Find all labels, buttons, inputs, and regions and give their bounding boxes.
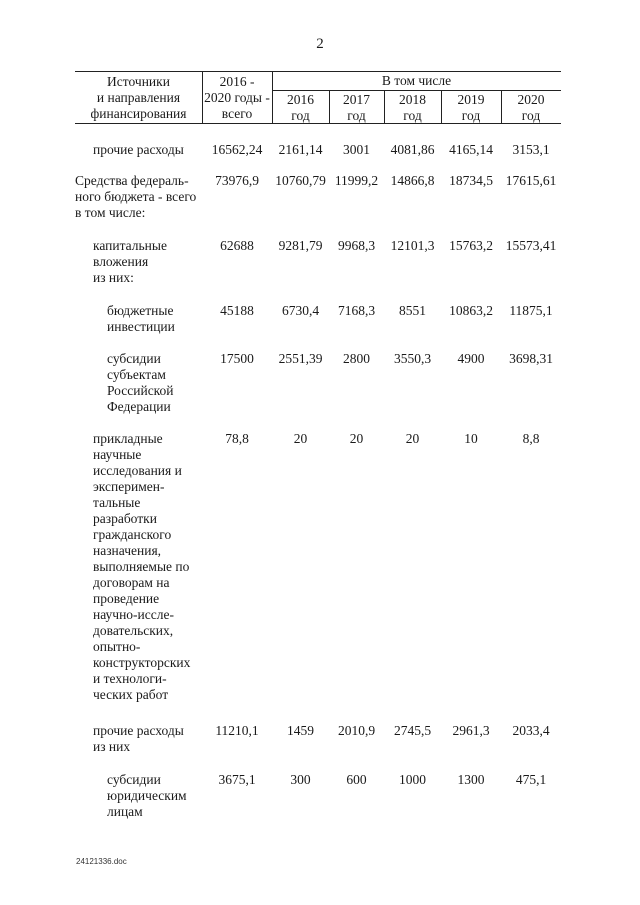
row-2018: 20 xyxy=(405,431,420,446)
row-2017: 600 xyxy=(346,772,367,787)
row-2017: 7168,3 xyxy=(337,303,376,318)
row-2016: 9281,79 xyxy=(278,238,323,253)
row-2019: 18734,5 xyxy=(449,173,493,188)
row-2017: 2800 xyxy=(343,351,370,366)
row-2018: 14866,8 xyxy=(390,173,435,188)
row-2018: 2745,5 xyxy=(393,723,432,738)
row-total: 11210,1 xyxy=(215,723,259,738)
row-2018: 3550,3 xyxy=(393,351,432,366)
row-label: прочие расходы xyxy=(93,142,184,157)
row-label: прочие расходы из них xyxy=(93,723,184,754)
row-2016: 6730,4 xyxy=(281,303,320,318)
header-year-2018: 2018 год xyxy=(399,92,426,123)
row-2020: 475,1 xyxy=(515,772,547,787)
row-2020: 11875,1 xyxy=(509,303,553,318)
row-2019: 4165,14 xyxy=(449,142,493,157)
document-id: 24121336.doc xyxy=(76,857,127,866)
header-sources: Источники и направления финансирования xyxy=(90,74,187,121)
header-top-rule xyxy=(75,71,561,72)
header-total: 2016 - 2020 годы - всего xyxy=(204,74,270,121)
header-including: В том числе xyxy=(381,73,452,88)
row-2020: 15573,41 xyxy=(505,238,557,253)
row-2018: 8551 xyxy=(399,303,426,318)
row-total: 16562,24 xyxy=(211,142,263,157)
row-2016: 10760,79 xyxy=(275,173,326,188)
row-total: 3675,1 xyxy=(218,772,256,787)
row-2020: 8,8 xyxy=(522,431,540,446)
row-2016: 1459 xyxy=(287,723,314,738)
row-label: Средства федераль- ного бюджета - всего в том числе: xyxy=(75,173,197,220)
row-2019: 4900 xyxy=(457,351,485,366)
row-2019: 15763,2 xyxy=(449,238,493,253)
row-2017: 20 xyxy=(349,431,364,446)
row-2019: 1300 xyxy=(457,772,485,787)
row-total: 45188 xyxy=(220,303,254,318)
page-number: 2 xyxy=(316,36,324,52)
row-2018: 4081,86 xyxy=(390,142,435,157)
row-2017: 3001 xyxy=(343,142,370,157)
header-year-2016: 2016 год xyxy=(287,92,314,123)
header-year-2020: 2020 год xyxy=(517,92,545,123)
row-2017: 9968,3 xyxy=(337,238,376,253)
row-2017: 2010,9 xyxy=(337,723,376,738)
row-total: 62688 xyxy=(220,238,254,253)
row-label: прикладные научные исследования и эксперимен- тальные разработки гражданского назначения, выполняемые по договорам на проведение научно-иссле- довательских, опытно- конструкторских и технологи- ческих работ xyxy=(93,431,191,702)
row-2016: 2161,14 xyxy=(278,142,323,157)
row-2016: 20 xyxy=(293,431,308,446)
row-2019: 10863,2 xyxy=(449,303,493,318)
row-total: 17500 xyxy=(220,351,254,366)
header-sub-rule xyxy=(272,90,561,91)
row-label: бюджетные инвестиции xyxy=(107,303,175,334)
row-2018: 12101,3 xyxy=(390,238,435,253)
row-2018: 1000 xyxy=(399,772,426,787)
row-label: субсидии субъектам Российской Федерации xyxy=(107,351,174,414)
row-2019: 10 xyxy=(464,431,478,446)
row-2016: 300 xyxy=(290,772,311,787)
row-2020: 2033,4 xyxy=(512,723,550,738)
row-label: субсидии юридическим лицам xyxy=(107,772,187,819)
row-2016: 2551,39 xyxy=(278,351,323,366)
row-2019: 2961,3 xyxy=(452,723,490,738)
row-label: капитальные вложения из них: xyxy=(93,238,167,285)
row-2017: 11999,2 xyxy=(334,173,379,188)
row-total: 73976,9 xyxy=(215,173,259,188)
header-year-2019: 2019 год xyxy=(457,92,485,123)
row-2020: 17615,61 xyxy=(505,173,557,188)
row-2020: 3153,1 xyxy=(512,142,550,157)
row-2020: 3698,31 xyxy=(509,351,553,366)
header-year-2017: 2017 год xyxy=(343,92,370,123)
row-total: 78,8 xyxy=(225,431,249,446)
